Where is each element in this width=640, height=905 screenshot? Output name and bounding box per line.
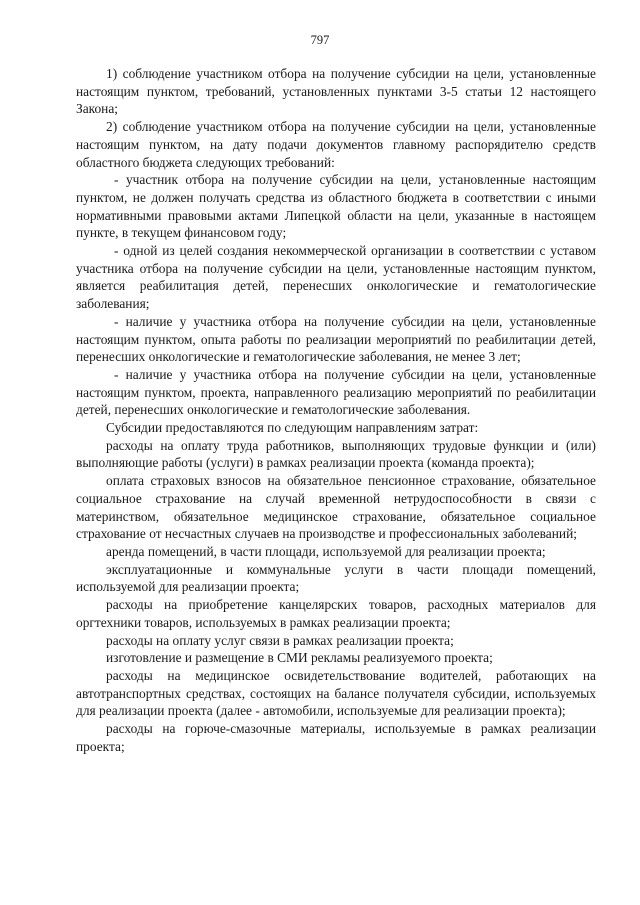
requirement-charter-goal: - одной из целей создания некоммерческой организации в соответствии с уставом участника отбора на получение субсидии на цели, установленные настоящим пунктом, является реабилитация детей, перенесших онкологические и гематологические заболевания;: [76, 243, 596, 312]
requirement-experience: - наличие у участника отбора на получение субсидии на цели, установленные настоящим пунктом, опыта работы по реализации мероприятий по реабилитации детей, перенесших онкологические и гематологические заболевания, не менее 3 лет;: [76, 313, 596, 365]
expense-stationery: расходы на приобретение канцелярских товаров, расходных материалов для оргтехники товаров, используемых в рамках реализации проекта;: [76, 597, 596, 630]
page-number: 797: [310, 33, 330, 47]
expense-communication: расходы на оплату услуг связи в рамках реализации проекта;: [106, 632, 454, 648]
expenses-heading: Субсидии предоставляются по следующим направлениям затрат:: [106, 420, 479, 436]
requirement-no-other-funding: - участник отбора на получение субсидии на цели, установленные настоящим пунктом, не должен получать средства из областного бюджета в соответствии с иными нормативными правовыми актами Липецкой области на цели, указанные в настоящем пункте, в текущем финансовом году;: [76, 172, 596, 241]
expense-fuel: расходы на горюче-смазочные материалы, используемые в рамках реализации проекта;: [76, 721, 596, 754]
expense-insurance: оплата страховых взносов на обязательное пенсионное страхование, обязательное социальное страхование на случай временной нетрудоспособности в связи с материнством, обязательное медицинское страхование, обязательное социальное страхование от несчастных случаев на производстве и профессиональных заболеваний;: [76, 473, 596, 542]
expense-salaries: расходы на оплату труда работников, выполняющих трудовые функции и (или) выполняющие работы (услуги) в рамках реализации проекта (команда проекта);: [76, 437, 596, 471]
expense-utilities: эксплуатационные и коммунальные услуги в части площади помещений, используемой для реализации проекта;: [76, 561, 596, 595]
document-body: [76, 65, 596, 755]
paragraph-item-1: 1) соблюдение участником отбора на получение субсидии на цели, установленные настоящим пунктом, требований, установленных пунктами 3-5 статьи 12 настоящего Закона;: [76, 66, 596, 117]
expense-advertising: изготовление и размещение в СМИ рекламы реализуемого проекта;: [106, 650, 493, 666]
requirement-project: - наличие у участника отбора на получение субсидии на цели, установленные настоящим пунктом, проекта, направленного реализацию мероприятий по реабилитации детей, перенесших онкологические и гематологические заболевания.: [76, 366, 596, 418]
paragraph-item-2: 2) соблюдение участником отбора на получение субсидии на цели, установленные настоящим пунктом, на дату подачи документов главному распорядителю средств областного бюджета следующих требований:: [76, 119, 596, 170]
expense-medical-exam: расходы на медицинское освидетельствование водителей, работающих на автотранспортных средствах, состоящих на балансе получателя субсидии, используемых для реализации проекта (далее - автомобили, используемые для реализации проекта);: [76, 667, 596, 719]
expense-rent: аренда помещений, в части площади, используемой для реализации проекта;: [106, 543, 546, 559]
